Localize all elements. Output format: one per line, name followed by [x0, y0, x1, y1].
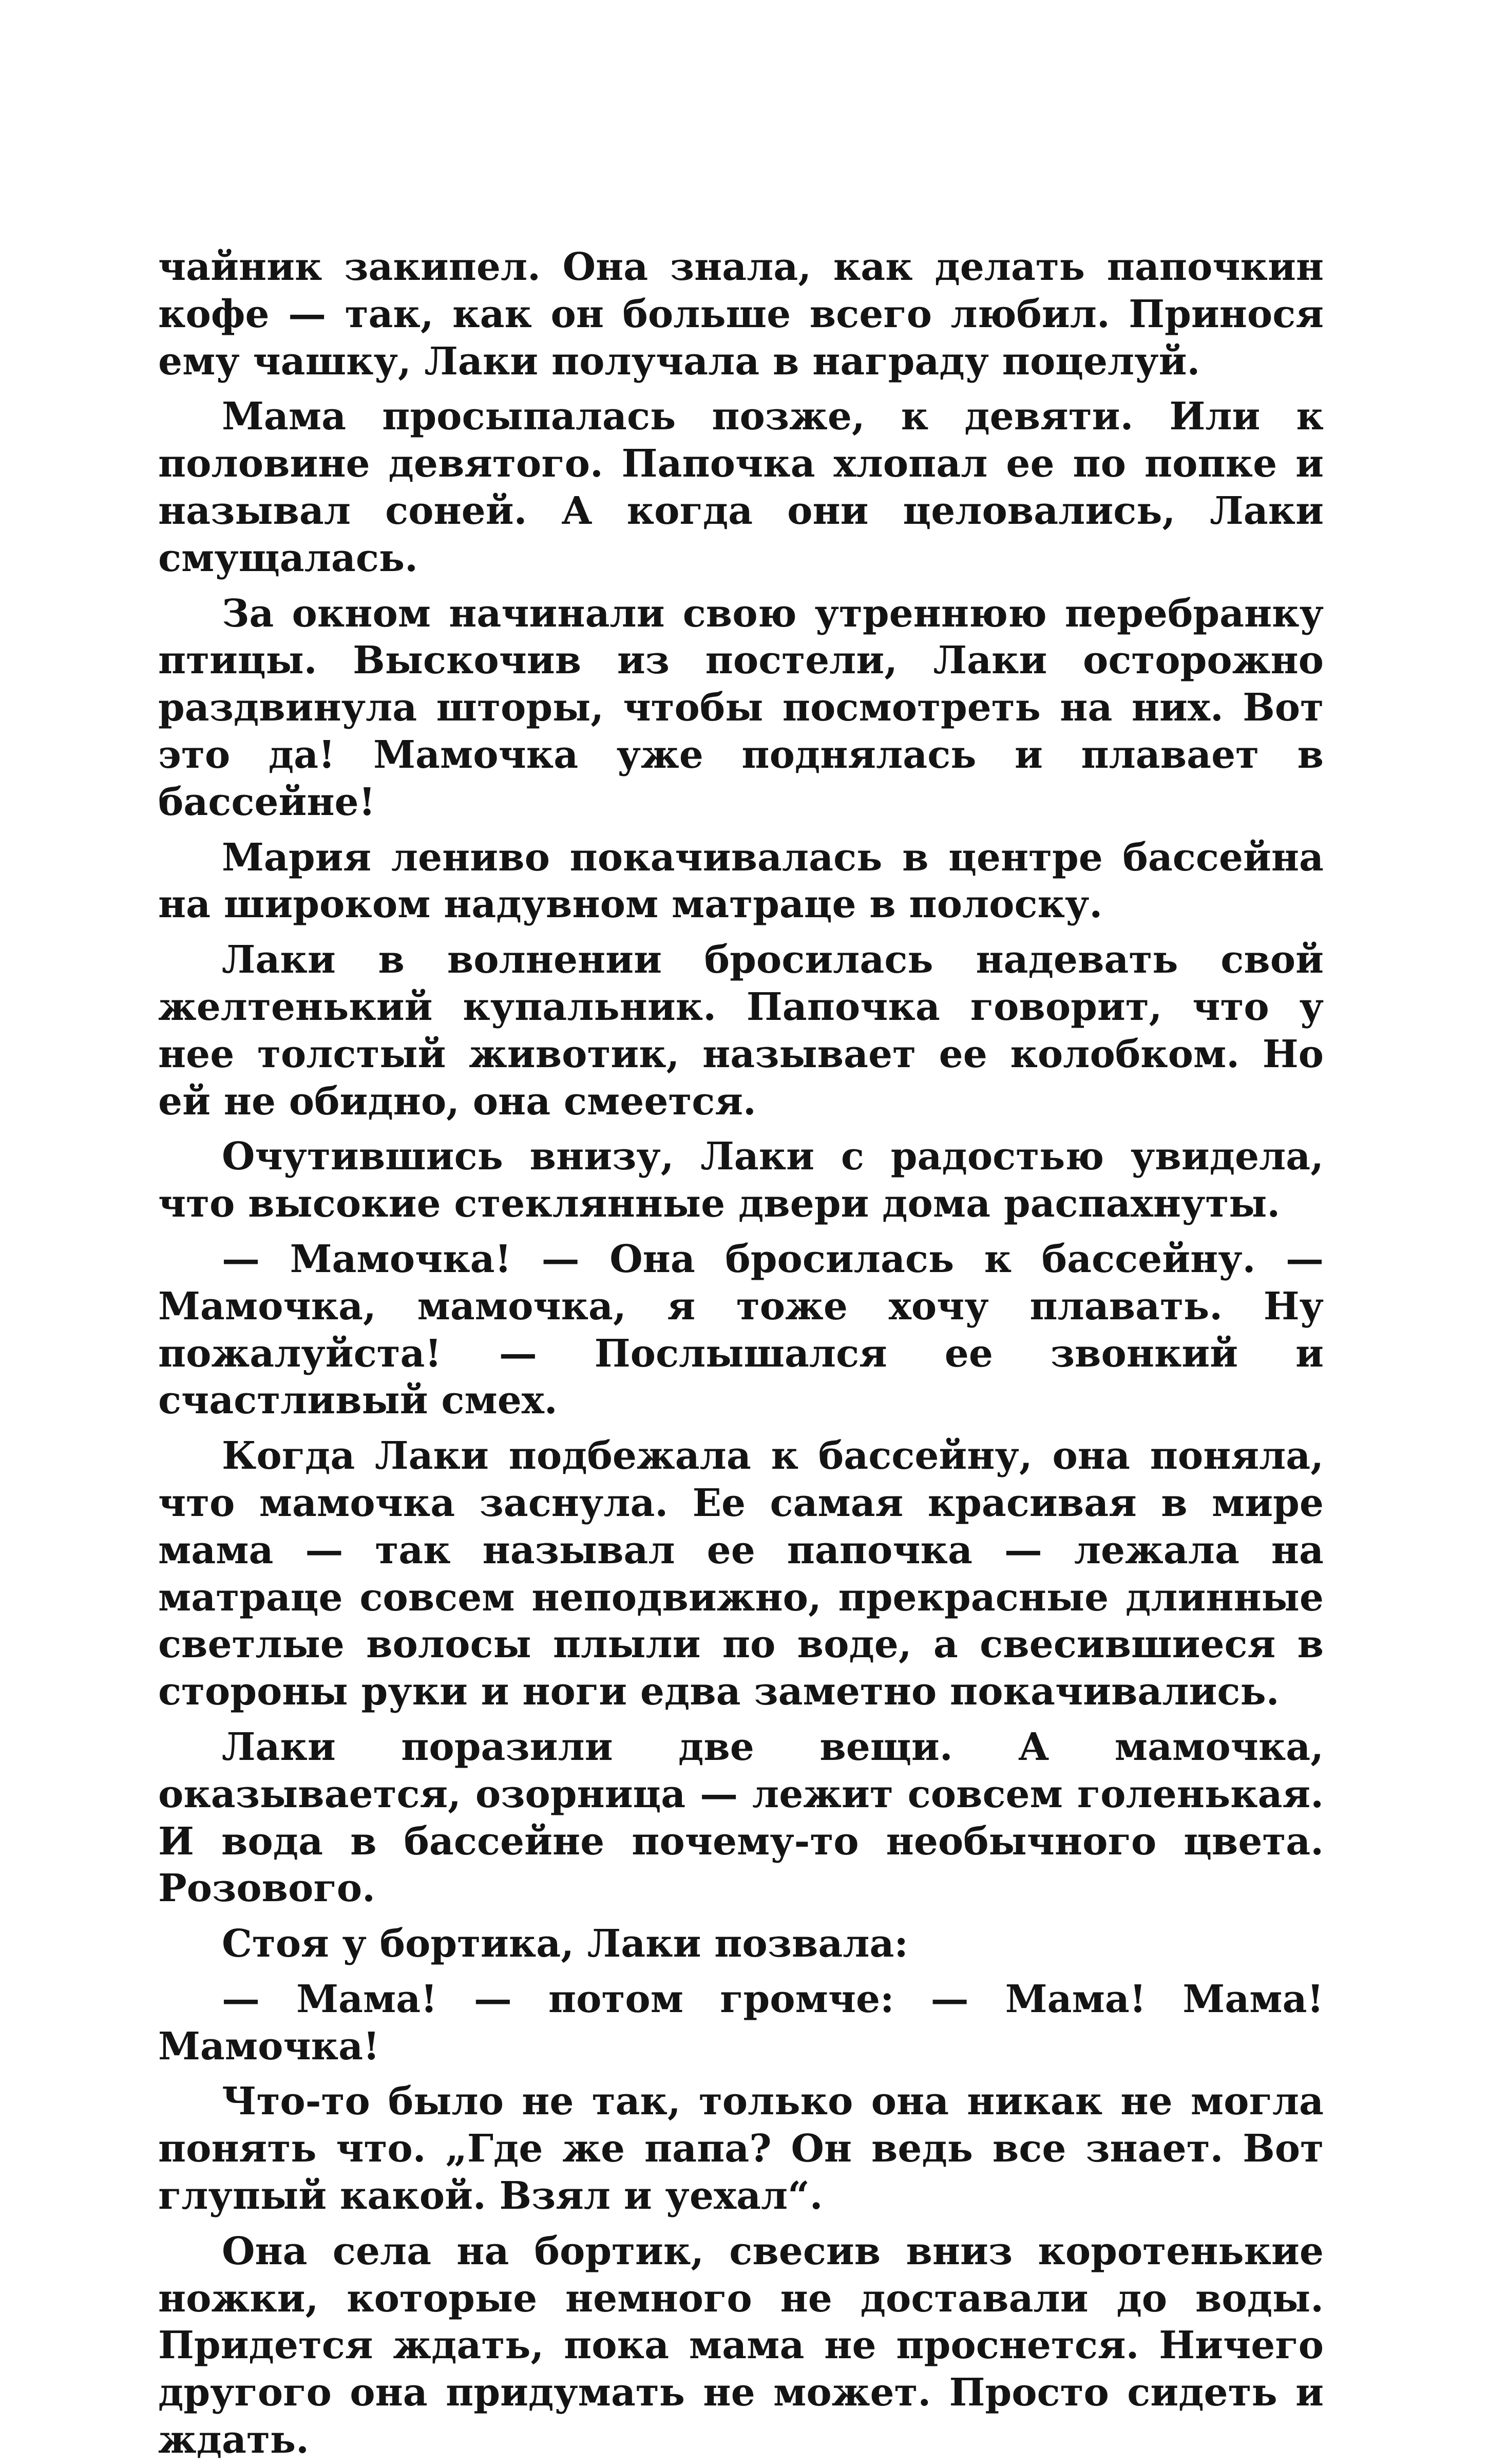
paragraph-6: Очутившись внизу, Лаки с радостью увидела, что высокие стеклянные двери дома распахнуты. [158, 1134, 1324, 1226]
paragraph-12: Что-то было не так, только она никак не могла понять что. „Где же папа? Он ведь все знает. Вот глупый какой. Взял и уехал“. [158, 2079, 1324, 2219]
paragraph-2: Мама просыпалась позже, к девяти. Или к половине девятого. Папочка хлопал ее по попке и называл соней. А когда они целовались, Лаки смущалась. [158, 394, 1324, 580]
paragraph-9: Лаки поразили две вещи. А мамочка, оказывается, озорница — лежит совсем голенькая. И вода в бассейне почему-то необычного цвета. Розового. [158, 1724, 1324, 1911]
paragraph-4: Мария лениво покачивалась в центре бассейна на широком надувном матраце в полоску. [158, 835, 1324, 927]
paragraph-3: За окном начинали свою утреннюю перебранку птицы. Выскочив из постели, Лаки осторожно раздвинула шторы, чтобы посмотреть на них. Вот это да! Мамочка уже поднялась и плавает в бассейне! [158, 591, 1324, 824]
paragraph-7: — Мамочка! — Она бросилась к бассейну. — Мамочка, мамочка, я тоже хочу плавать. Ну пожалуйста! — Послышался ее звонкий и счастливый смех. [158, 1237, 1324, 1423]
paragraph-8: Когда Лаки подбежала к бассейну, она поняла, что мамочка заснула. Ее самая красивая в мире мама — так называл ее папочка — лежала на матраце совсем неподвижно, прекрасные длинные светлые волосы плыли по воде, а свесившиеся в стороны руки и ноги едва заметно покачивались. [158, 1434, 1324, 1714]
paragraph-10: Стоя у бортика, Лаки позвала: [222, 1922, 908, 1966]
paragraph-13: Она села на бортик, свесив вниз коротенькие ножки, которые немного не доставали до воды. Придется ждать, пока мама не проснется. Ничего другого она придумать не может. Просто сидеть и ждать. [158, 2229, 1324, 2462]
paragraph-5: Лаки в волнении бросилась надевать свой желтенький купальник. Папочка говорит, что у нее толстый животик, называет ее колобком. Но ей не обидно, она смеется. [158, 938, 1324, 1124]
body-text [158, 244, 1324, 2464]
paragraph-11: — Мама! — потом громче: — Мама! Мама! Мамочка! [158, 1977, 1324, 2069]
paragraph-1: чайник закипел. Она знала, как делать папочкин кофе — так, как он больше всего любил. Принося ему чашку, Лаки получала в награду поцелуй. [158, 245, 1324, 384]
